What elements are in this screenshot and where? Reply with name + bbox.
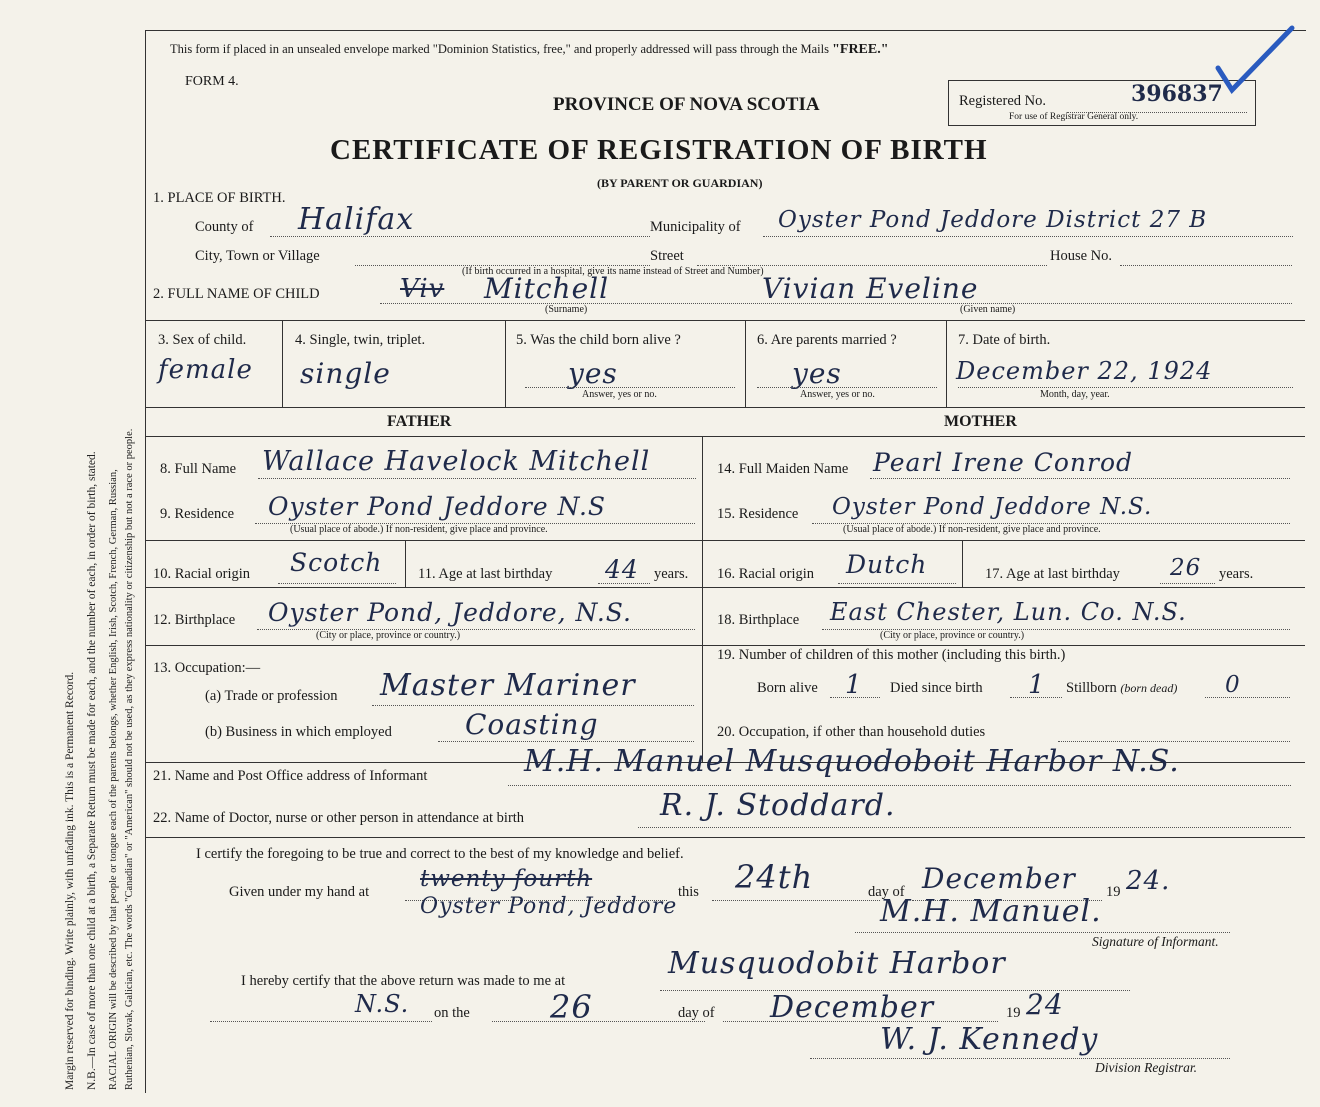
given-year-value: 24. — [1126, 866, 1171, 896]
trade-value: Master Mariner — [380, 668, 636, 703]
father-res-caption: (Usual place of abode.) If non-resident, give place and province. — [290, 524, 548, 535]
registrar-month-value: December — [770, 990, 935, 1025]
mail-notice-text: This form if placed in an unsealed envelope marked "Dominion Statistics, free," and properly addressed will pass through the Mails — [170, 42, 829, 56]
check-mark-icon — [1210, 20, 1300, 105]
place-section-label: 1. PLACE OF BIRTH. — [153, 190, 286, 206]
mother-res-caption: (Usual place of abode.) If non-resident, give place and province. — [843, 524, 1101, 535]
informant-label: 21. Name and Post Office address of Informant — [153, 768, 428, 784]
page-subtitle: (BY PARENT OR GUARDIAN) — [597, 176, 763, 190]
children-count-label: 19. Number of children of this mother (including this birth.) — [717, 647, 1066, 663]
father-race-value: Scotch — [290, 548, 383, 577]
trade-label: (a) Trade or profession — [205, 688, 338, 704]
died-since-birth-label: Died since birth — [890, 680, 983, 696]
mother-heading: MOTHER — [944, 413, 1017, 430]
father-years: years. — [654, 566, 689, 582]
mother-occupation-label: 20. Occupation, if other than household duties — [717, 724, 986, 740]
born-alive-count-value: 1 — [845, 670, 863, 700]
father-birthplace-label: 12. Birthplace — [153, 612, 236, 628]
sex-label: 3. Sex of child. — [158, 332, 247, 348]
doctor-value: R. J. Stoddard. — [660, 788, 896, 823]
given-under-label: Given under my hand at — [229, 884, 370, 900]
dob-label: 7. Date of birth. — [958, 332, 1051, 348]
stillborn-text: Stillborn — [1066, 680, 1117, 696]
informant-value: M.H. Manuel Musquodoboit Harbor N.S. — [524, 744, 1180, 779]
father-birthplace-caption: (City or place, province or country.) — [316, 630, 461, 641]
mother-name-label: 14. Full Maiden Name — [717, 461, 849, 477]
mother-birthplace-label: 18. Birthplace — [717, 612, 800, 628]
registered-label: Registered No. — [959, 93, 1046, 109]
mother-years: years. — [1219, 566, 1254, 582]
form-number: FORM 4. — [185, 74, 239, 89]
registrar-year-value: 24 — [1026, 988, 1064, 1021]
given-month-value: December — [922, 862, 1076, 895]
mother-age-label: 17. Age at last birthday — [985, 566, 1120, 582]
mother-race-value: Dutch — [846, 550, 928, 579]
county-value: Halifax — [298, 202, 415, 237]
given-year-prefix: 19 — [1106, 884, 1121, 900]
registrar-mark: N.S. — [355, 990, 410, 1018]
father-name-label: 8. Full Name — [160, 461, 237, 477]
mother-birthplace-caption: (City or place, province or country.) — [880, 630, 1025, 641]
born-alive-count-label: Born alive — [757, 680, 818, 696]
given-caption: (Given name) — [960, 304, 1016, 315]
married-caption: Answer, yes or no. — [800, 389, 875, 400]
doctor-label: 22. Name of Doctor, nurse or other person in attendance at birth — [153, 810, 525, 826]
county-label: County of — [195, 219, 254, 235]
registrar-day-value: 26 — [550, 988, 593, 1026]
born-alive-label: 5. Was the child born alive ? — [516, 332, 681, 348]
father-heading: FATHER — [387, 413, 452, 430]
occupation-label: 13. Occupation:— — [153, 660, 261, 676]
father-age-label: 11. Age at last birthday — [418, 566, 553, 582]
given-day-value: 24th — [735, 858, 814, 896]
child-struck-text: Viv — [400, 274, 445, 304]
given-day-of-label: day of — [868, 884, 905, 900]
mother-res-label: 15. Residence — [717, 506, 799, 522]
dob-value: December 22, 1924 — [956, 357, 1213, 385]
business-label: (b) Business in which employed — [205, 724, 392, 740]
certify-text: I certify the foregoing to be true and correct to the best of my knowledge and belief. — [196, 846, 684, 862]
born-alive-value: yes — [568, 357, 618, 390]
child-given-name: Vivian Eveline — [762, 272, 979, 305]
father-res-value: Oyster Pond Jeddore N.S — [268, 492, 607, 521]
sex-value: female — [158, 355, 253, 385]
stillborn-label — [1066, 680, 1177, 697]
province-title: PROVINCE OF NOVA SCOTIA — [553, 94, 820, 115]
registered-number: 396837 — [1131, 81, 1223, 107]
plurality-label: 4. Single, twin, triplet. — [295, 332, 426, 348]
margin-line-3: RACIAL ORIGIN will be described by that people or tongue each of the parents belongs, whether English, Irish, Scotch, French, German, Russian, — [108, 469, 119, 1090]
business-value: Coasting — [465, 708, 599, 741]
house-label: House No. — [1050, 248, 1113, 264]
father-birthplace-value: Oyster Pond, Jeddore, N.S. — [268, 598, 632, 627]
city-label: City, Town or Village — [195, 248, 320, 264]
child-name-label: 2. FULL NAME OF CHILD — [153, 286, 320, 302]
margin-line-4: Ruthenian, Slovak, Galician, etc. The words "Canadian" or "American" should not be used, as they express nationality or citizenship but not a race or people. — [124, 428, 135, 1090]
registrar-day-of-label: day of — [678, 1005, 715, 1021]
surname-caption: (Surname) — [545, 304, 588, 315]
father-name-value: Wallace Havelock Mitchell — [262, 446, 651, 477]
margin-line-1: Margin reserved for binding. Write plainly, with unfading ink. This is a Permanent Record. — [64, 671, 76, 1090]
registrar-caption: Division Registrar. — [1095, 1060, 1198, 1075]
municipality-value: Oyster Pond Jeddore District 27 B — [778, 207, 1208, 233]
page-title: CERTIFICATE OF REGISTRATION OF BIRTH — [330, 134, 988, 166]
informant-signature-caption: Signature of Informant. — [1092, 934, 1219, 949]
registrar-signature: W. J. Kennedy — [880, 1022, 1099, 1057]
married-label: 6. Are parents married ? — [757, 332, 897, 348]
mother-birthplace-value: East Chester, Lun. Co. N.S. — [830, 598, 1187, 626]
father-age-value: 44 — [605, 555, 639, 584]
dob-caption: Month, day, year. — [1040, 389, 1110, 400]
registrar-place-value: Musquodobit Harbor — [668, 946, 1006, 981]
father-race-label: 10. Racial origin — [153, 566, 251, 582]
on-the-label: on the — [434, 1005, 470, 1021]
registrar-year-prefix: 19 — [1006, 1005, 1021, 1021]
mother-race-label: 16. Racial origin — [717, 566, 815, 582]
informant-signature: M.H. Manuel. — [880, 894, 1102, 929]
registrar-note: For use of Registrar General only. — [1009, 112, 1139, 122]
married-value: yes — [792, 357, 842, 390]
mail-notice — [170, 42, 889, 58]
municipality-label: Municipality of — [650, 219, 741, 235]
mother-name-value: Pearl Irene Conrod — [873, 448, 1134, 477]
child-surname: Mitchell — [484, 272, 610, 305]
this-label: this — [678, 884, 699, 900]
street-label: Street — [650, 248, 684, 264]
struck-place-text: twenty fourth — [420, 866, 593, 892]
stillborn-value: 0 — [1225, 672, 1241, 698]
died-since-birth-value: 1 — [1028, 670, 1046, 700]
mother-age-value: 26 — [1170, 555, 1202, 581]
stillborn-note: (born dead) — [1120, 681, 1178, 695]
margin-line-2: N.B.—In case of more than one child at a birth, a Separate Return must be made for each, and the number of each, in order of birth, stated. — [86, 451, 98, 1090]
father-res-label: 9. Residence — [160, 506, 235, 522]
hospital-note: (If birth occurred in a hospital, give its name instead of Street and Number) — [462, 266, 764, 277]
alive-caption: Answer, yes or no. — [582, 389, 657, 400]
registrar-certify-text: I hereby certify that the above return was made to me at — [241, 973, 566, 989]
given-place-value: Oyster Pond, Jeddore — [420, 894, 678, 919]
mother-res-value: Oyster Pond Jeddore N.S. — [832, 494, 1153, 520]
mail-notice-free: "FREE." — [832, 42, 889, 57]
plurality-value: single — [300, 357, 391, 390]
